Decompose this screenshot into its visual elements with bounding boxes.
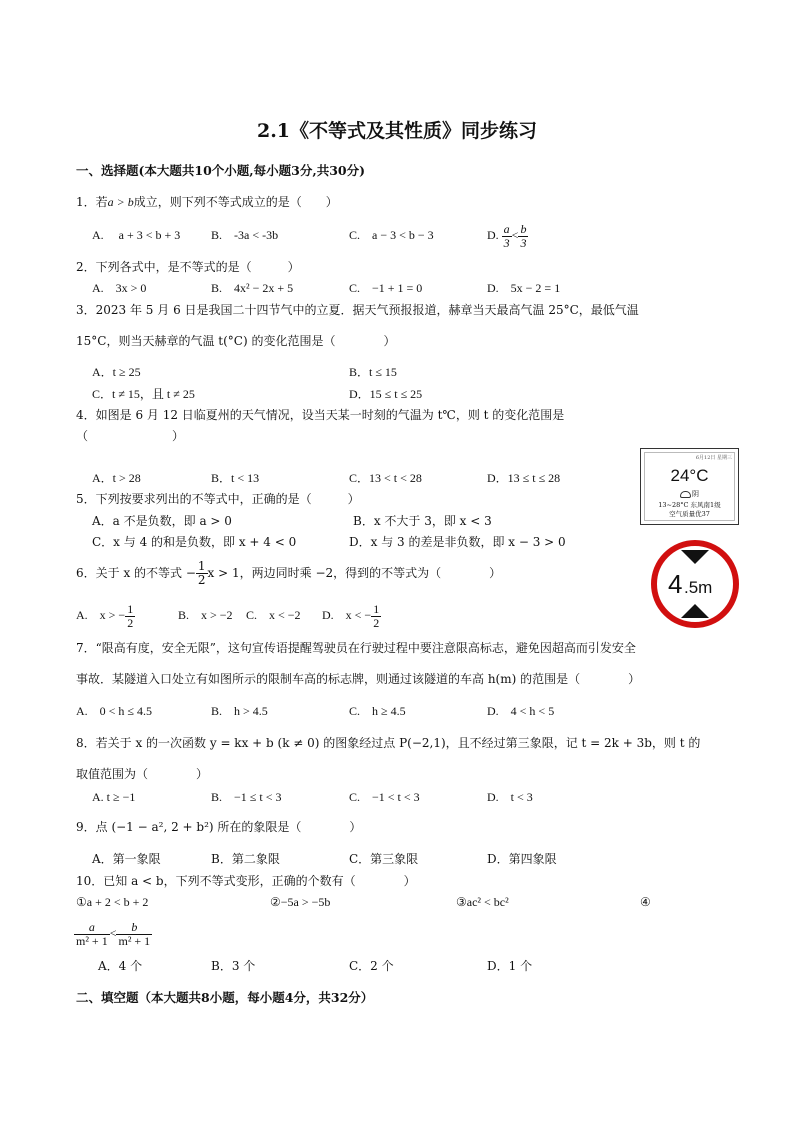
q10-stem: 10．已知 a < b，下列不等式变形，正确的个数有（ ） — [76, 874, 416, 888]
sign-height-value: 4 — [668, 569, 683, 599]
q7-option-d[interactable]: D. 4 < h < 5 — [487, 704, 555, 718]
q6-option-c[interactable]: C. x < −2 — [246, 608, 301, 622]
weather-card-image — [640, 448, 739, 525]
q8-stem-line1: 8．若关于 x 的一次函数 y = kx + b (k ≠ 0) 的图象经过点 P(−2,1)，且不经过第三象限，记 t = 2k + 3b，则 t 的 — [76, 736, 701, 750]
q7-option-c[interactable]: C. h ≥ 4.5 — [349, 704, 406, 718]
q5-option-d[interactable]: D．x 与 3 的差是非负数，即 x − 3 > 0 — [349, 535, 566, 549]
q3-option-d[interactable]: D．15 ≤ t ≤ 25 — [349, 387, 423, 401]
q1-d-right-fraction: $\frac{b}{3}$ — [520, 221, 527, 250]
q1-option-c[interactable]: C. a − 3 < b − 3 — [349, 228, 434, 242]
q1-option-a[interactable]: A. a + 3 < b + 3 — [92, 228, 181, 242]
q5-option-c[interactable]: C．x 与 4 的和是负数，即 x + 4 < 0 — [92, 535, 297, 549]
q5-stem: 5．下列按要求列出的不等式中，正确的是（ ） — [76, 492, 360, 506]
q5-option-a[interactable]: A．a 不是负数，即 a > 0 — [92, 514, 232, 528]
q9-option-c[interactable]: C．第三象限 — [349, 852, 419, 866]
q6-option-b[interactable]: B. x > −2 — [178, 608, 233, 622]
q6-option-a-fraction: $\frac{1}{2}$ — [127, 601, 134, 630]
section-heading-choice: 一、选择题(本大题共10个小题,每小题3分,共30分) — [76, 163, 366, 178]
q3-option-c[interactable]: C．t ≠ 15，且 t ≠ 25 — [92, 387, 195, 401]
q4-option-d[interactable]: D．13 ≤ t ≤ 28 — [487, 471, 561, 485]
q8-stem-line2: 取值范围为（ ） — [76, 767, 209, 781]
height-limit-sign — [651, 540, 739, 628]
q6-option-d-fraction: $\frac{1}{2}$ — [373, 601, 380, 630]
q10-item-4: $\frac{a}{\text{m² + 1}}$ < $\frac{b}{\text{m² + 1}}$ — [76, 919, 151, 948]
weather-date: 6月12日 星期三 — [695, 455, 732, 461]
page-title: 2.1《不等式及其性质》同步练习 — [256, 120, 538, 142]
q3-stem-line1: 3．2023 年 5 月 6 日是我国二十四节气中的立夏．据天气预报报道，赫章当天最高气温 25°C，最低气温 — [76, 303, 639, 317]
q7-stem-line2: 事故．某隧道入口处立有如图所示的限制车高的标志牌，则通过该隧道的车高 h(m) 的范围是（ ） — [76, 672, 641, 686]
q2-stem: 2．下列各式中，是不等式的是（ ） — [76, 260, 300, 274]
q8-option-b[interactable]: B. −1 ≤ t < 3 — [211, 790, 282, 804]
q1-option-d[interactable]: D. $\frac{a}{3}$ < $\frac{b}{3}$ — [487, 221, 527, 250]
q10-item-4-right-fraction: $\frac{b}{\text{m² + 1}}$ — [118, 919, 151, 948]
q2-option-a[interactable]: A. 3x > 0 — [92, 281, 147, 295]
q10-item-2: ②−5a > −5b — [270, 895, 331, 909]
q10-item-3: ③ac² < bc² — [456, 895, 509, 909]
q6-stem: 6．关于 x 的不等式 − $\frac{1}{2}$ x > 1，两边同时乘 −2，得到的不等式为（ ） — [76, 559, 502, 587]
q1-d-left-fraction: $\frac{a}{3}$ — [503, 221, 510, 250]
q4-stem-line1: 4．如图是 6 月 12 日临夏州的天气情况，设当天某一时刻的气温为 t℃，则 t 的变化范围是 — [76, 408, 565, 422]
weather-air-quality: 空气质量优37 — [669, 510, 710, 518]
q8-option-a[interactable]: A. t ≥ −1 — [92, 790, 136, 804]
q8-option-d[interactable]: D. t < 3 — [487, 790, 533, 804]
q10-option-d[interactable]: D．1 个 — [487, 959, 533, 973]
cloud-icon — [680, 491, 691, 498]
q6-option-d[interactable]: D. x < − $\frac{1}{2}$ — [322, 601, 380, 630]
q7-option-b[interactable]: B. h > 4.5 — [211, 704, 268, 718]
q3-option-a[interactable]: A．t ≥ 25 — [92, 365, 141, 379]
q4-stem-line2: （ ） — [76, 429, 185, 443]
q4-option-c[interactable]: C．13 < t < 28 — [349, 471, 422, 485]
q9-option-d[interactable]: D．第四象限 — [487, 852, 557, 866]
q3-option-b[interactable]: B．t ≤ 15 — [349, 365, 397, 379]
section-heading-fill: 二、填空题（本大题共8小题，每小题4分，共32分） — [76, 990, 374, 1005]
q10-option-b[interactable]: B．3 个 — [211, 959, 256, 973]
q2-option-b[interactable]: B. 4x² − 2x + 5 — [211, 281, 294, 295]
q9-option-b[interactable]: B．第二象限 — [211, 852, 280, 866]
q2-option-d[interactable]: D. 5x − 2 = 1 — [487, 281, 561, 295]
q10-option-a[interactable]: A．4 个 — [98, 959, 143, 973]
q7-option-a[interactable]: A. 0 < h ≤ 4.5 — [76, 704, 153, 718]
q10-item-1: ①a + 2 < b + 2 — [76, 895, 149, 909]
q1-option-b[interactable]: B. -3a < -3b — [211, 228, 279, 242]
q4-option-b[interactable]: B．t < 13 — [211, 471, 260, 485]
weather-condition: 阴 — [641, 489, 738, 499]
q5-option-b[interactable]: B．x 不大于 3，即 x < 3 — [353, 514, 492, 528]
q8-option-c[interactable]: C. −1 < t < 3 — [349, 790, 420, 804]
q10-option-c[interactable]: C．2 个 — [349, 959, 394, 973]
sign-height-unit: .5m — [684, 578, 713, 597]
q10-item-4-marker: ④ — [640, 895, 651, 909]
q9-stem: 9．点 (−1 − a², 2 + b²) 所在的象限是（ ） — [76, 820, 362, 834]
q10-item-4-left-fraction: $\frac{a}{\text{m² + 1}}$ — [76, 919, 108, 948]
q7-stem-line1: 7．“限高有度，安全无限”，这句宣传语提醒驾驶员在行驶过程中要注意限高标志，避免因超高而引发安全 — [76, 641, 636, 655]
q6-fraction: $\frac{1}{2}$ — [197, 559, 206, 587]
q4-option-a[interactable]: A．t > 28 — [92, 471, 141, 485]
q6-option-a[interactable]: A. x > − $\frac{1}{2}$ — [76, 601, 134, 630]
weather-detail: 13~28°C 东风南1级 — [658, 501, 721, 509]
weather-temperature: 24°C — [670, 466, 709, 485]
q9-option-a[interactable]: A．第一象限 — [92, 852, 161, 866]
q1-stem: 1．若a > b成立，则下列不等式成立的是（ ） — [76, 195, 338, 209]
q2-option-c[interactable]: C. −1 + 1 = 0 — [349, 281, 423, 295]
q3-stem-line2: 15°C，则当天赫章的气温 t(°C) 的变化范围是（ ） — [76, 334, 396, 348]
